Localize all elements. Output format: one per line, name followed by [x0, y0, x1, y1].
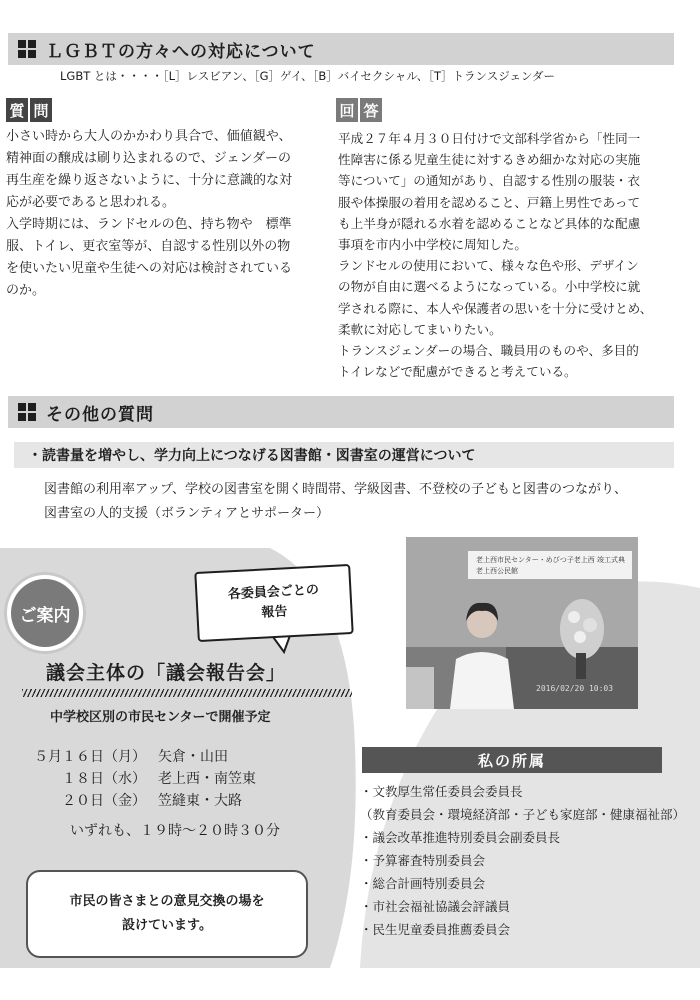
list-item: ・議会改革推進特別委員会副委員長	[360, 830, 561, 845]
svg-text:老上西市民センター・めびつ子老上西 竣工式典: 老上西市民センター・めびつ子老上西 竣工式典	[476, 556, 625, 564]
affiliation-title: 私の所属	[362, 747, 662, 773]
list-item: ・総合計画特別委員会	[360, 876, 486, 891]
lgbt-definition: LGBT とは・・・・［L］レスビアン、［G］ゲイ、［B］バイセクシャル、［T］トランスジェンダー	[60, 69, 556, 83]
answer-tag: 回 答	[336, 98, 384, 122]
guide-badge: ご案内	[4, 572, 86, 654]
svg-text:2016/02/20 10:03: 2016/02/20 10:03	[536, 684, 614, 693]
lgbt-section-header	[8, 33, 674, 65]
other-section-title: その他の質問	[46, 404, 154, 425]
schedule-row: １８日（水） 老上西・南笠東	[62, 771, 256, 787]
hatch-divider	[22, 689, 352, 697]
schedule-row: ５月１６日（月） 矢倉・山田	[34, 749, 228, 765]
question-tag: 質 問	[6, 98, 54, 122]
report-meeting-subtitle: 中学校区別の市民センターで開催予定	[50, 710, 271, 725]
schedule-row: ２０日（金） 笠縫東・大路	[62, 793, 242, 809]
photo-illustration	[406, 537, 638, 709]
dialogue-info-box: 市民の皆さまとの意見交換の場を 設けています。	[26, 870, 308, 958]
ceremony-photo	[406, 537, 638, 709]
library-question-title: ・読書量を増やし、学力向上につなげる図書館・図書室の運営について	[14, 442, 674, 468]
svg-text:老上西公民館: 老上西公民館	[476, 567, 518, 575]
list-item: （教育委員会・環境経済部・子ども家庭部・健康福祉部）	[360, 807, 686, 822]
answer-text: 平成２７年４月３０日付けで文部科学省から「性同一 性障害に係る児童生徒に対するきめ細かな対応の実施 等について」の通知があり、自認する性別の服装・衣 服や体操服の着用を認めること、戸籍上男性であって も上半身が隠れる水着を認めることなど具体的な配慮 事項を市内小中学校に周知した。 ランドセルの使用において、様々な色や形、デザイン の物が自由に選べるようになっている。小中学校に就 学される際に、本人や保護者の思いを十分に受けとめ、 柔軟に対応してまいりたい。 トランスジェンダーの場合、職員用のものや、多目的 トイレなどで配慮ができると考えている。	[338, 131, 653, 380]
list-item: ・民生児童委員推薦委員会	[360, 922, 511, 937]
library-question-text: 図書館の利用率アップ、学校の図書室を開く時間帯、学級図書、不登校の子どもと図書のつながり、 図書室の人的支援（ボランティアとサポーター）	[44, 482, 628, 521]
question-text: 小さい時から大人のかかわり具合で、価値観や、 精神面の醸成は刷り込まれるので、ジェンダーの 再生産を繰り返さないように、十分に意識的な対 応が必要であると思われる。 入学時期には、ランドセルの色、持ち物や 標準 服、トイレ、更衣室等が、自認する性別以外の物 を使いたい児童や生徒への対応は検討されている のか。	[6, 129, 293, 298]
list-item: ・文教厚生常任委員会委員長	[360, 784, 523, 799]
report-meeting-title: 議会主体の「議会報告会」	[46, 662, 287, 684]
lgbt-section-title: ＬＧＢＴの方々への対応について	[46, 41, 316, 62]
schedule-time: いずれも、１９時～２０時３０分	[70, 823, 280, 839]
grid-square-icon	[18, 40, 36, 58]
committee-report-bubble: 各委員会ごとの 報告	[194, 564, 353, 642]
list-item: ・予算審査特別委員会	[360, 853, 486, 868]
list-item: ・市社会福祉協議会評議員	[360, 899, 511, 914]
other-section-header	[8, 396, 674, 428]
affiliation-list	[360, 780, 685, 941]
grid-square-icon	[18, 403, 36, 421]
